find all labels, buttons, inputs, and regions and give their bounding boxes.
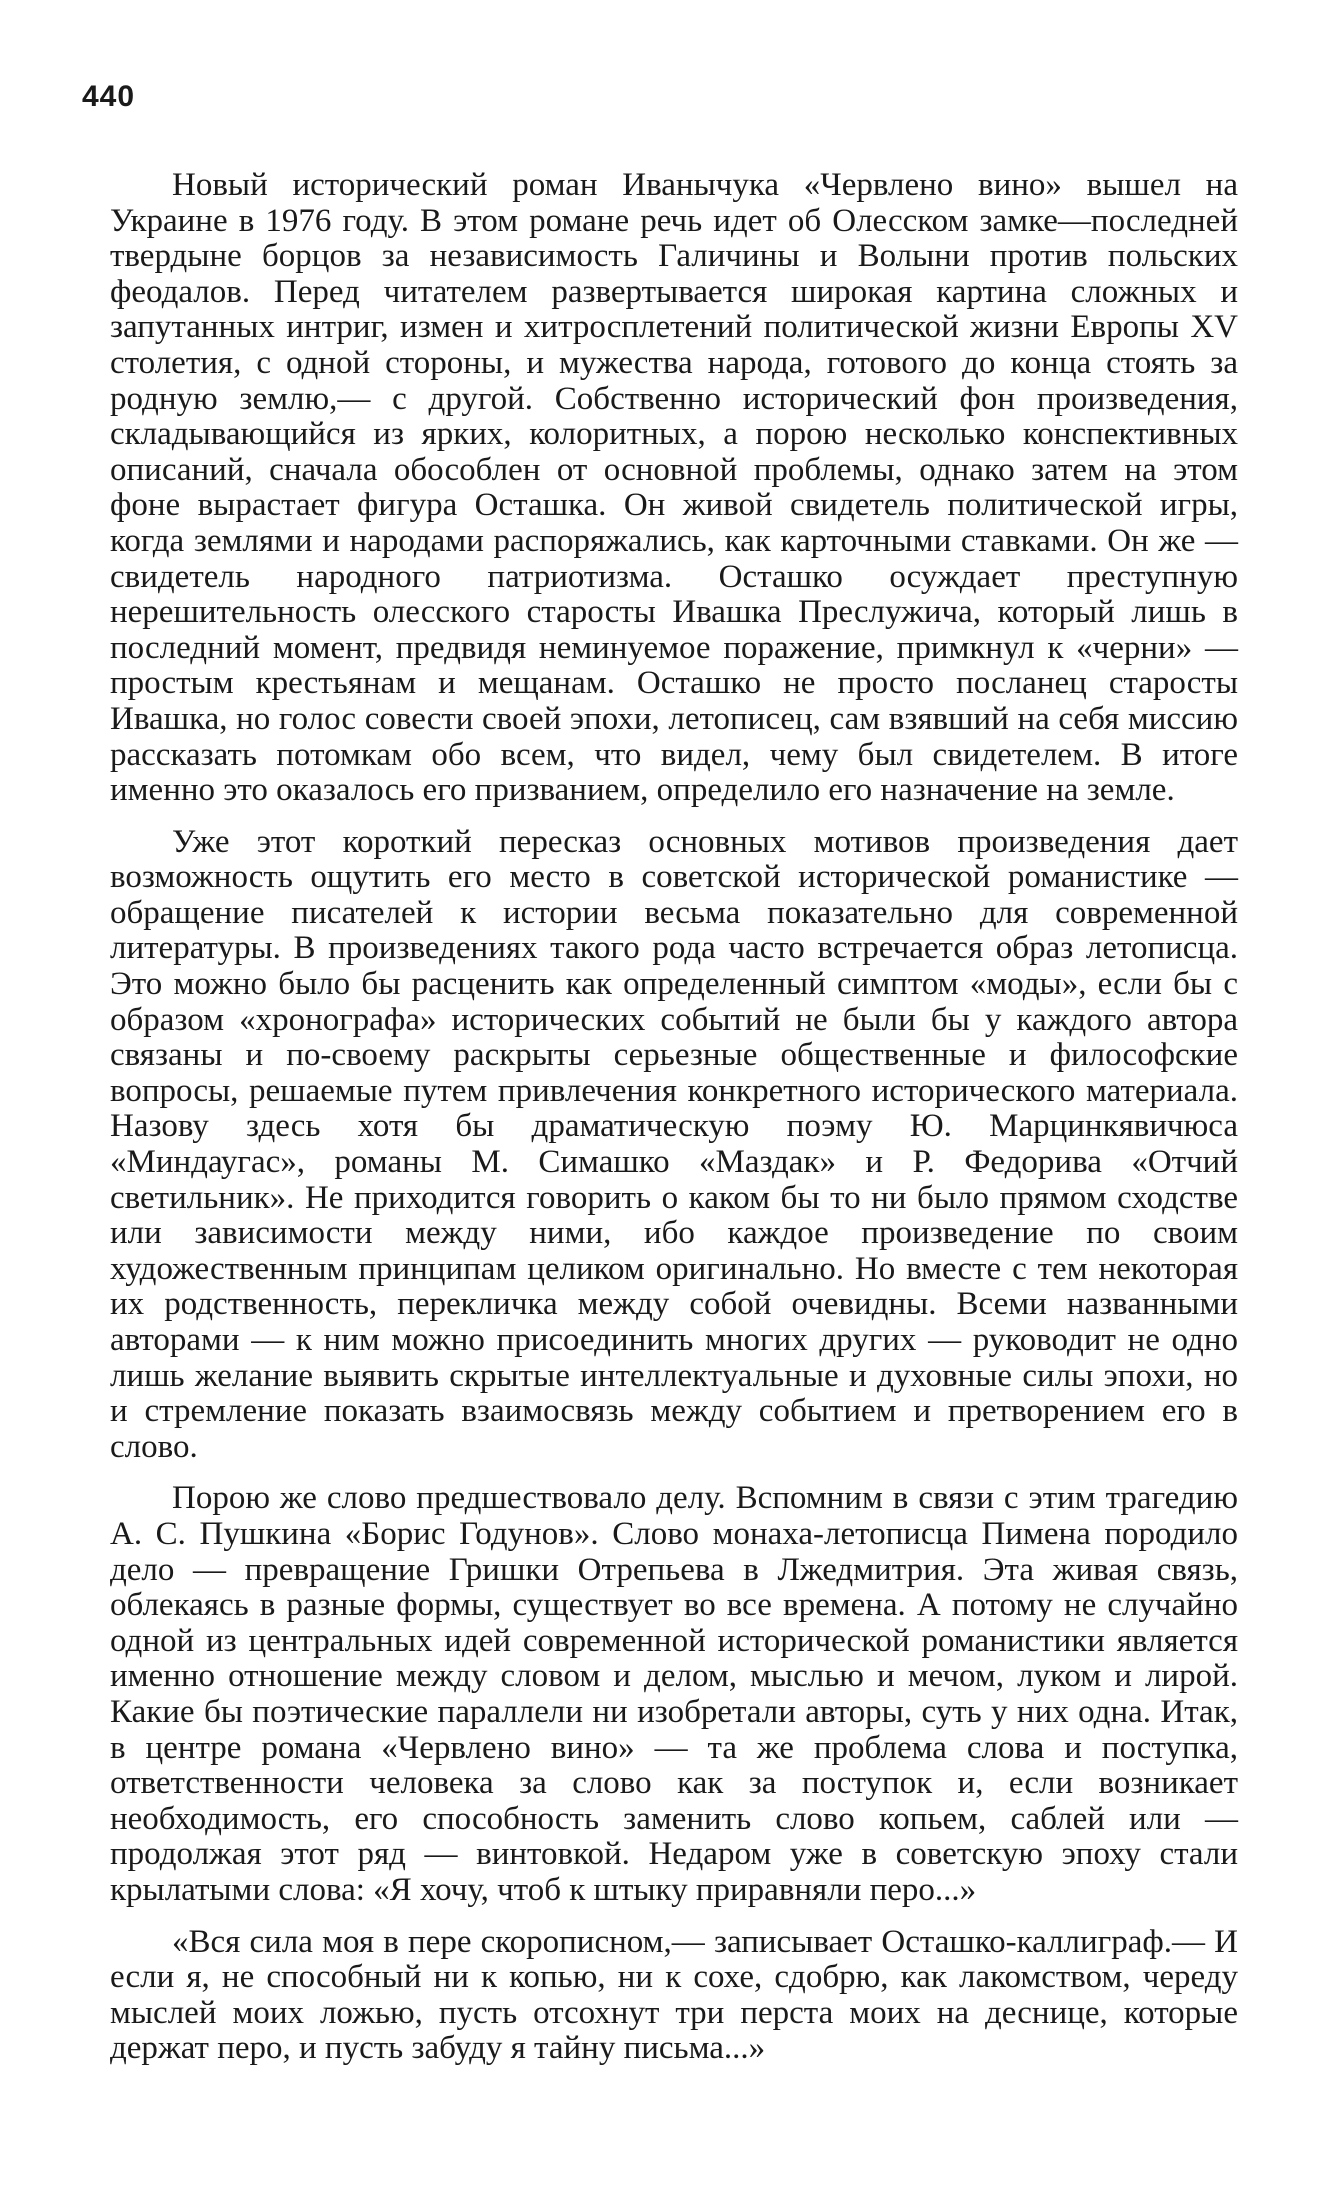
main-text xyxy=(110,168,1238,2083)
paragraph-2: Уже этот короткий пересказ основных мотивов произведения дает возможность ощутить его место в советской исторической романистике — обращение писателей к истории весьма показательно для современной литературы. В произведениях такого рода часто встречается образ летописца. Это можно было бы расценить как определенный симптом «моды», если бы с образом «хронографа» исторических событий не были бы у каждого автора связаны и по-своему раскрыты серьезные общественные и философские вопросы, решаемые путем привлечения конкретного исторического материала. Назову здесь хотя бы драматическую поэму Ю. Марцинкявичюса «Миндаугас», романы М. Симашко «Маздак» и Р. Федорива «Отчий светильник». Не приходится говорить о каком бы то ни было прямом сходстве или зависимости между ними, ибо каждое произведение по своим художественным принципам целиком оригинально. Но вместе с тем некоторая их родственность, перекличка между собой очевидны. Всеми названными авторами — к ним можно присоединить многих других — руководит не одно лишь желание выявить скрытые интеллектуальные и духовные силы эпохи, но и стремление показать взаимосвязь между событием и претворением его в слово. xyxy=(110,823,1238,1465)
page-number: 440 xyxy=(82,80,136,113)
paragraph-3: Порою же слово предшествовало делу. Вспомним в связи с этим трагедию А. С. Пушкина «Борис Годунов». Слово монаха-летописца Пимена породило дело — превращение Гришки Отрепьева в Лжедмитрия. Эта живая связь, облекаясь в разные формы, существует во все времена. А потому не случайно одной из центральных идей современной исторической романистики является именно отношение между словом и делом, мыслью и мечом, луком и лирой. Какие бы поэтические параллели ни изобретали авторы, суть у них одна. Итак, в центре романа «Червлено вино» — та же проблема слова и поступка, ответственности человека за слово как за поступок и, если возникает необходимость, его способность заменить слово копьем, саблей или — продолжая этот ряд — винтовкой. Недаром уже в советскую эпоху стали крылатыми слова: «Я хочу, чтоб к штыку приравняли перо...» xyxy=(110,1480,1238,1908)
paragraph-1: Новый исторический роман Иванычука «Червлено вино» вышел на Украине в 1976 году. В этом романе речь идет об Олесском замке—последней твердыне борцов за независимость Галичины и Волыни против польских феодалов. Перед читателем развертывается широкая картина сложных и запутанных интриг, измен и хитросплетений политической жизни Европы XV столетия, с одной стороны, и мужества народа, готового до конца стоять за родную землю,— с другой. Собственно исторический фон произведения, складывающийся из ярких, колоритных, а порою несколько конспективных описаний, сначала обособлен от основной проблемы, однако затем на этом фоне вырастает фигура Осташка. Он живой свидетель политической игры, когда землями и народами распоряжались, как карточными ставками. Он же — свидетель народного патриотизма. Осташко осуждает преступную нерешительность олесского старосты Ивашка Преслужича, который лишь в последний момент, предвидя неминуемое поражение, примкнул к «черни» — простым крестьянам и мещанам. Осташко не просто посланец старосты Ивашка, но голос совести своей эпохи, летописец, сам взявший на себя миссию рассказать потомкам обо всем, что видел, чему был свидетелем. В итоге именно это оказалось его призванием, определило его назначение на земле. xyxy=(110,167,1238,809)
paragraph-4: «Вся сила моя в пере скорописном,— записывает Осташко-каллиграф.— И если я, не способный ни к копью, ни к сохе, сдобрю, как лакомством, череду мыслей моих ложью, пусть отсохнут три перста моих на деснице, которые держат перо, и пусть забуду я тайну письма...» xyxy=(110,1923,1238,2067)
